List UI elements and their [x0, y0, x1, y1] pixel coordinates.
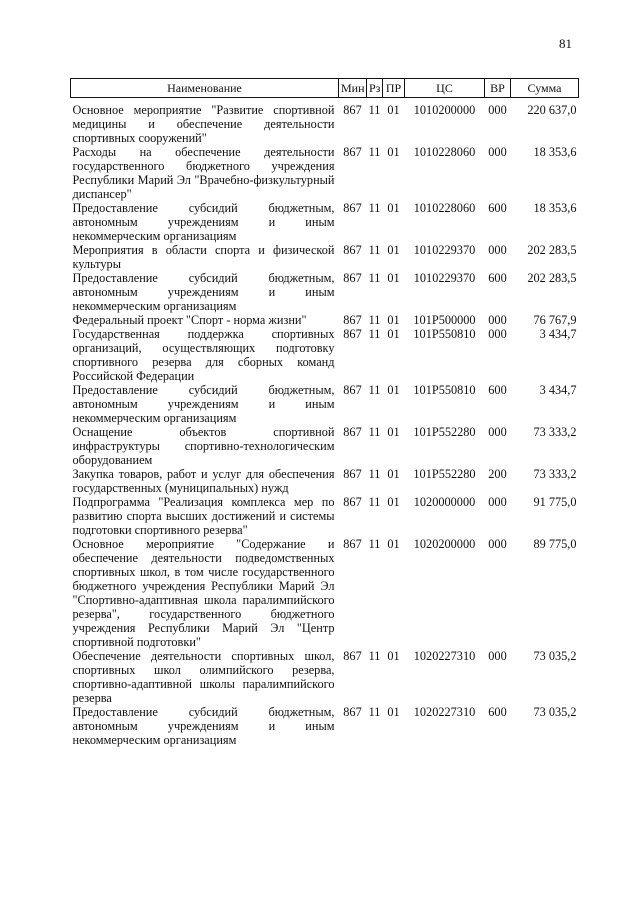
- row-pr-cell: 01: [387, 201, 400, 215]
- row-pr-cell: 01: [387, 103, 400, 117]
- row-vr-cell: 000: [488, 495, 507, 509]
- table-row: [71, 649, 579, 705]
- table-row: [71, 201, 579, 243]
- row-name-cell: Государственная поддержка спортивных организаций, осуществляющих подготовку спортивного резерва для сборных команд Российской Федерации: [72, 327, 335, 383]
- table-row: [71, 495, 579, 537]
- row-cs-cell: 101P550810: [413, 383, 476, 397]
- row-name-cell: Мероприятия в области спорта и физической культуры: [72, 243, 335, 271]
- row-sum-cell: 89 775,0: [533, 537, 577, 551]
- table-body: [71, 98, 579, 748]
- row-sum-cell: 73 035,2: [533, 705, 577, 719]
- row-min-cell: 867: [343, 649, 362, 663]
- row-sum-cell: 73 333,2: [533, 425, 577, 439]
- row-vr-cell: 200: [488, 467, 507, 481]
- row-sum-cell: 3 434,7: [539, 383, 577, 397]
- row-cs-cell: 101P500000: [413, 313, 476, 327]
- row-pr-cell: 01: [387, 495, 400, 509]
- table-row: [71, 425, 579, 467]
- row-min-cell: 867: [343, 383, 362, 397]
- table-row: [71, 327, 579, 383]
- page-number: 81: [559, 36, 572, 51]
- row-name-cell: Подпрограмма "Реализация комплекса мер по развитию спорта высших достижений и системы подготовки спортивного резерва": [72, 495, 335, 537]
- table-row: [71, 383, 579, 425]
- row-min-cell: 867: [343, 271, 362, 285]
- row-vr-cell: 000: [488, 425, 507, 439]
- row-rz-cell: 11: [368, 201, 381, 215]
- row-name-cell: Закупка товаров, работ и услуг для обеспечения государственных (муниципальных) нужд: [72, 467, 335, 495]
- row-cs-cell: 1010200000: [413, 103, 476, 117]
- row-rz-cell: 11: [368, 327, 381, 341]
- row-rz-cell: 11: [368, 705, 381, 719]
- row-rz-cell: 11: [368, 271, 381, 285]
- table-row: [71, 537, 579, 649]
- row-min-cell: 867: [343, 103, 362, 117]
- row-cs-cell: 1010228060: [413, 201, 476, 215]
- row-pr-cell: 01: [387, 467, 400, 481]
- row-pr-cell: 01: [387, 243, 400, 257]
- row-cs-cell: 1020000000: [413, 495, 476, 509]
- row-cs-cell: 101P550810: [413, 327, 476, 341]
- row-min-cell: 867: [343, 201, 362, 215]
- row-sum-cell: 91 775,0: [533, 495, 577, 509]
- row-cs-cell: 101P552280: [413, 467, 476, 481]
- row-rz-cell: 11: [368, 495, 381, 509]
- row-rz-cell: 11: [368, 537, 381, 551]
- row-name-cell: Обеспечение деятельности спортивных школ, спортивных школ олимпийского резерва, спортивно-адаптивной школы паралимпийского резерва: [72, 649, 335, 705]
- row-min-cell: 867: [343, 243, 362, 257]
- row-pr-cell: 01: [387, 271, 400, 285]
- budget-table: [70, 78, 579, 747]
- row-sum-cell: 73 035,2: [533, 649, 577, 663]
- table-row: [71, 271, 579, 313]
- row-pr-cell: 01: [387, 327, 400, 341]
- row-cs-cell: 1020227310: [413, 705, 476, 719]
- row-rz-cell: 11: [368, 103, 381, 117]
- table-header-row: [71, 79, 579, 98]
- row-name-cell: Предоставление субсидий бюджетным, автономным учреждениям и иным некоммерческим организациям: [72, 705, 335, 747]
- row-rz-cell: 11: [368, 243, 381, 257]
- row-sum-cell: 202 283,5: [527, 243, 577, 257]
- row-min-cell: 867: [343, 705, 362, 719]
- header-rz: Рз: [367, 79, 383, 98]
- row-rz-cell: 11: [368, 425, 381, 439]
- row-pr-cell: 01: [387, 425, 400, 439]
- table-row: [71, 243, 579, 271]
- row-pr-cell: 01: [387, 145, 400, 159]
- row-sum-cell: 73 333,2: [533, 467, 577, 481]
- row-min-cell: 867: [343, 145, 362, 159]
- row-rz-cell: 11: [368, 467, 381, 481]
- row-vr-cell: 600: [488, 201, 507, 215]
- row-name-cell: Предоставление субсидий бюджетным, автономным учреждениям и иным некоммерческим организациям: [72, 201, 335, 243]
- row-vr-cell: 000: [488, 313, 507, 327]
- row-name-cell: Предоставление субсидий бюджетным, автономным учреждениям и иным некоммерческим организациям: [72, 271, 335, 313]
- row-vr-cell: 000: [488, 537, 507, 551]
- row-cs-cell: 1010229370: [413, 243, 476, 257]
- row-min-cell: 867: [343, 327, 362, 341]
- row-vr-cell: 600: [488, 383, 507, 397]
- row-name-cell: Предоставление субсидий бюджетным, автономным учреждениям и иным некоммерческим организациям: [72, 383, 335, 425]
- row-sum-cell: 220 637,0: [527, 103, 577, 117]
- row-rz-cell: 11: [368, 145, 381, 159]
- row-min-cell: 867: [343, 467, 362, 481]
- header-name: Наименование: [71, 79, 339, 98]
- row-name-cell: Основное мероприятие "Содержание и обеспечение деятельности подведомственных спортивных школ, в том числе государственного бюджетного учреждения Республики Марий Эл "Спортивно-адаптивная школа паралимпийского резерва", государственного бюджетного учреждения Республики Марий Эл "Центр спортивной подготовки": [72, 537, 335, 649]
- row-cs-cell: 1010229370: [413, 271, 476, 285]
- row-rz-cell: 11: [368, 383, 381, 397]
- row-rz-cell: 11: [368, 649, 381, 663]
- row-sum-cell: 76 767,9: [533, 313, 577, 327]
- header-cs: ЦС: [405, 79, 485, 98]
- row-vr-cell: 000: [488, 327, 507, 341]
- row-pr-cell: 01: [387, 705, 400, 719]
- row-vr-cell: 000: [488, 103, 507, 117]
- row-vr-cell: 000: [488, 649, 507, 663]
- header-vr: ВР: [485, 79, 511, 98]
- header-min: Мин: [339, 79, 367, 98]
- row-vr-cell: 000: [488, 243, 507, 257]
- row-rz-cell: 11: [368, 313, 381, 327]
- row-cs-cell: 1020200000: [413, 537, 476, 551]
- row-sum-cell: 202 283,5: [527, 271, 577, 285]
- row-vr-cell: 600: [488, 271, 507, 285]
- row-min-cell: 867: [343, 537, 362, 551]
- row-cs-cell: 101P552280: [413, 425, 476, 439]
- row-min-cell: 867: [343, 495, 362, 509]
- row-pr-cell: 01: [387, 313, 400, 327]
- header-sum: Сумма: [511, 79, 579, 98]
- row-min-cell: 867: [343, 313, 362, 327]
- row-pr-cell: 01: [387, 537, 400, 551]
- header-pr: ПР: [383, 79, 405, 98]
- row-name-cell: Расходы на обеспечение деятельности государственного бюджетного учреждения Республики Марий Эл "Врачебно-физкультурный диспансер": [72, 145, 335, 201]
- table-row: [71, 98, 579, 146]
- row-sum-cell: 18 353,6: [533, 201, 577, 215]
- row-cs-cell: 1010228060: [413, 145, 476, 159]
- row-pr-cell: 01: [387, 649, 400, 663]
- row-sum-cell: 3 434,7: [539, 327, 577, 341]
- row-sum-cell: 18 353,6: [533, 145, 577, 159]
- row-name-cell: Основное мероприятие "Развитие спортивной медицины и обеспечение деятельности спортивных сооружений": [72, 103, 335, 145]
- row-name-cell: Оснащение объектов спортивной инфраструктуры спортивно-технологическим оборудованием: [72, 425, 335, 467]
- row-name-cell: Федеральный проект "Спорт - норма жизни": [72, 313, 307, 327]
- row-vr-cell: 600: [488, 705, 507, 719]
- row-min-cell: 867: [343, 425, 362, 439]
- row-vr-cell: 000: [488, 145, 507, 159]
- row-pr-cell: 01: [387, 383, 400, 397]
- row-cs-cell: 1020227310: [413, 649, 476, 663]
- table-row: [71, 705, 579, 747]
- table-row: [71, 467, 579, 495]
- table-row: [71, 313, 579, 327]
- table-row: [71, 145, 579, 201]
